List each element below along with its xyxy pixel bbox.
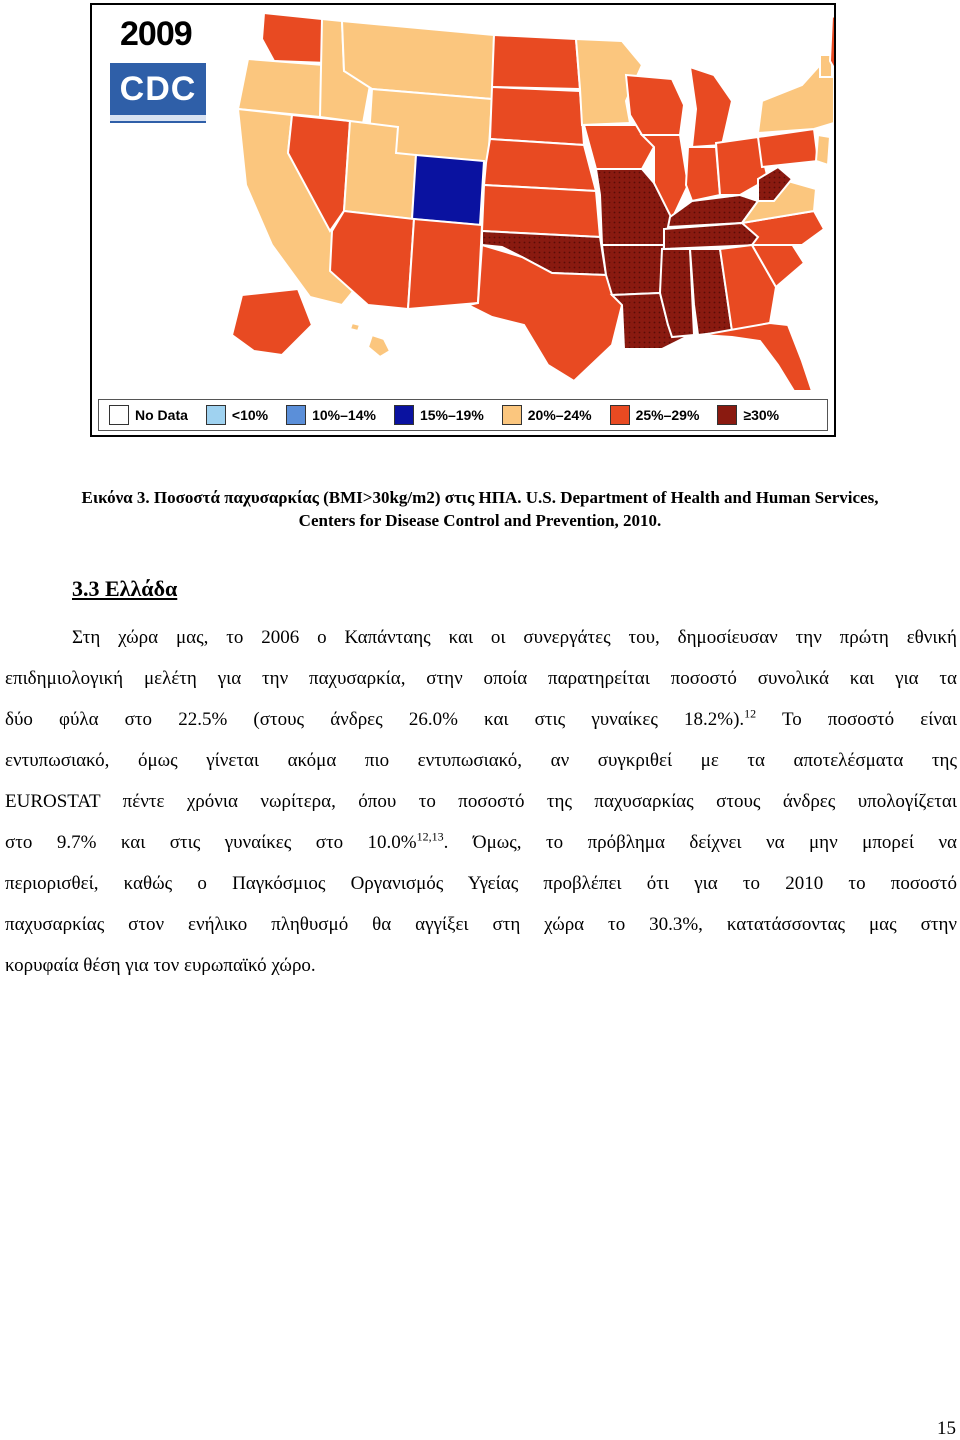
- map-legend: [98, 399, 828, 431]
- legend-swatch: [286, 405, 306, 425]
- citation-ref: 12: [744, 706, 757, 721]
- body-paragraph: [5, 617, 957, 986]
- obesity-map-figure: [90, 3, 836, 437]
- state-arkansas: [602, 245, 664, 295]
- map-year: 2009: [120, 15, 192, 53]
- state-hawaii-islands: [350, 323, 360, 331]
- legend-item: 15%–19%: [394, 405, 484, 425]
- paragraph-line: στο 9.7% και στις γυναίκες στο 10.0%$^{12,13}$. Όμως, το πρόβλημα δείχνει να μην μπορεί να: [5, 829, 957, 853]
- legend-swatch: [206, 405, 226, 425]
- section-heading: 3.3 Ελλάδα: [72, 576, 178, 601]
- paragraph-line: κορυφαία θέση για τον ευρωπαϊκό χώρο.: [5, 955, 316, 976]
- state-kansas: [482, 185, 600, 237]
- paragraph-line: Στη χώρα μας, το 2006 ο Καπάνταης και οι συνεργάτες του, δημοσίευσαν την πρώτη εθνική: [72, 627, 957, 648]
- state-oregon: [238, 59, 324, 117]
- page-number: 15: [937, 1418, 956, 1439]
- legend-swatch: [717, 405, 737, 425]
- state-michigan: [690, 67, 732, 147]
- legend-item: 10%–14%: [286, 405, 376, 425]
- paragraph-line: επιδημιολογική μελέτη για την παχυσαρκία, στην οποία παρατηρείται ποσοστό συνολικά και για τα: [5, 668, 957, 689]
- state-hawaii: [368, 335, 390, 357]
- citation-ref: 12,13: [416, 829, 444, 844]
- cdc-logo: CDC: [110, 63, 206, 123]
- state-colorado: [412, 155, 484, 225]
- state-pennsylvania: [758, 129, 818, 167]
- legend-swatch: [502, 405, 522, 425]
- figure-caption: Εικόνα 3. Ποσοστά παχυσαρκίας (BMI>30kg/m2) στις ΗΠΑ. U.S. Department of Health and Human Services, Centers for Disease Control and Prevention, 2010.: [81, 488, 879, 530]
- state-south-dakota: [490, 87, 584, 145]
- state-new-mexico: [408, 219, 482, 309]
- paragraph-line: παχυσαρκίας στον ενήλικο πληθυσμό θα αγγίξει στη χώρα το 30.3%, κατατάσσοντας μας στην: [5, 914, 957, 935]
- state-florida: [702, 323, 812, 391]
- legend-item: No Data: [109, 405, 188, 425]
- legend-item: 20%–24%: [502, 405, 592, 425]
- us-states-map: [202, 5, 836, 391]
- paragraph-line: δύο φύλα στο 22.5% (στους άνδρες 26.0% και στις γυναίκες 18.2%).$^{12}$ Το ποσοστό είναι: [5, 706, 957, 730]
- state-washington: [262, 13, 328, 63]
- legend-swatch: [109, 405, 129, 425]
- state-indiana: [686, 147, 720, 201]
- state-alaska: [232, 289, 312, 355]
- legend-swatch: [394, 405, 414, 425]
- state-north-dakota: [492, 35, 580, 89]
- legend-item: ≥30%: [717, 405, 779, 425]
- legend-item: 25%–29%: [610, 405, 700, 425]
- state-nebraska: [484, 139, 596, 191]
- legend-item: <10%: [206, 405, 268, 425]
- paragraph-line: εντυπωσιακό, όμως γίνεται ακόμα πιο εντυπωσιακό, αν συγκριθεί με τα αποτελέσματα της: [5, 750, 957, 771]
- paragraph-line: EUROSTAT πέντε χρόνια νωρίτερα, όπου το ποσοστό της παχυσαρκίας στους άνδρες υπολογίζεται: [5, 791, 957, 812]
- paragraph-line: περιορισθεί, καθώς ο Παγκόσμιος Οργανισμός Υγείας προβλέπει ότι για το 2010 το ποσοστό: [5, 873, 957, 894]
- legend-swatch: [610, 405, 630, 425]
- state-new-jersey: [816, 135, 830, 165]
